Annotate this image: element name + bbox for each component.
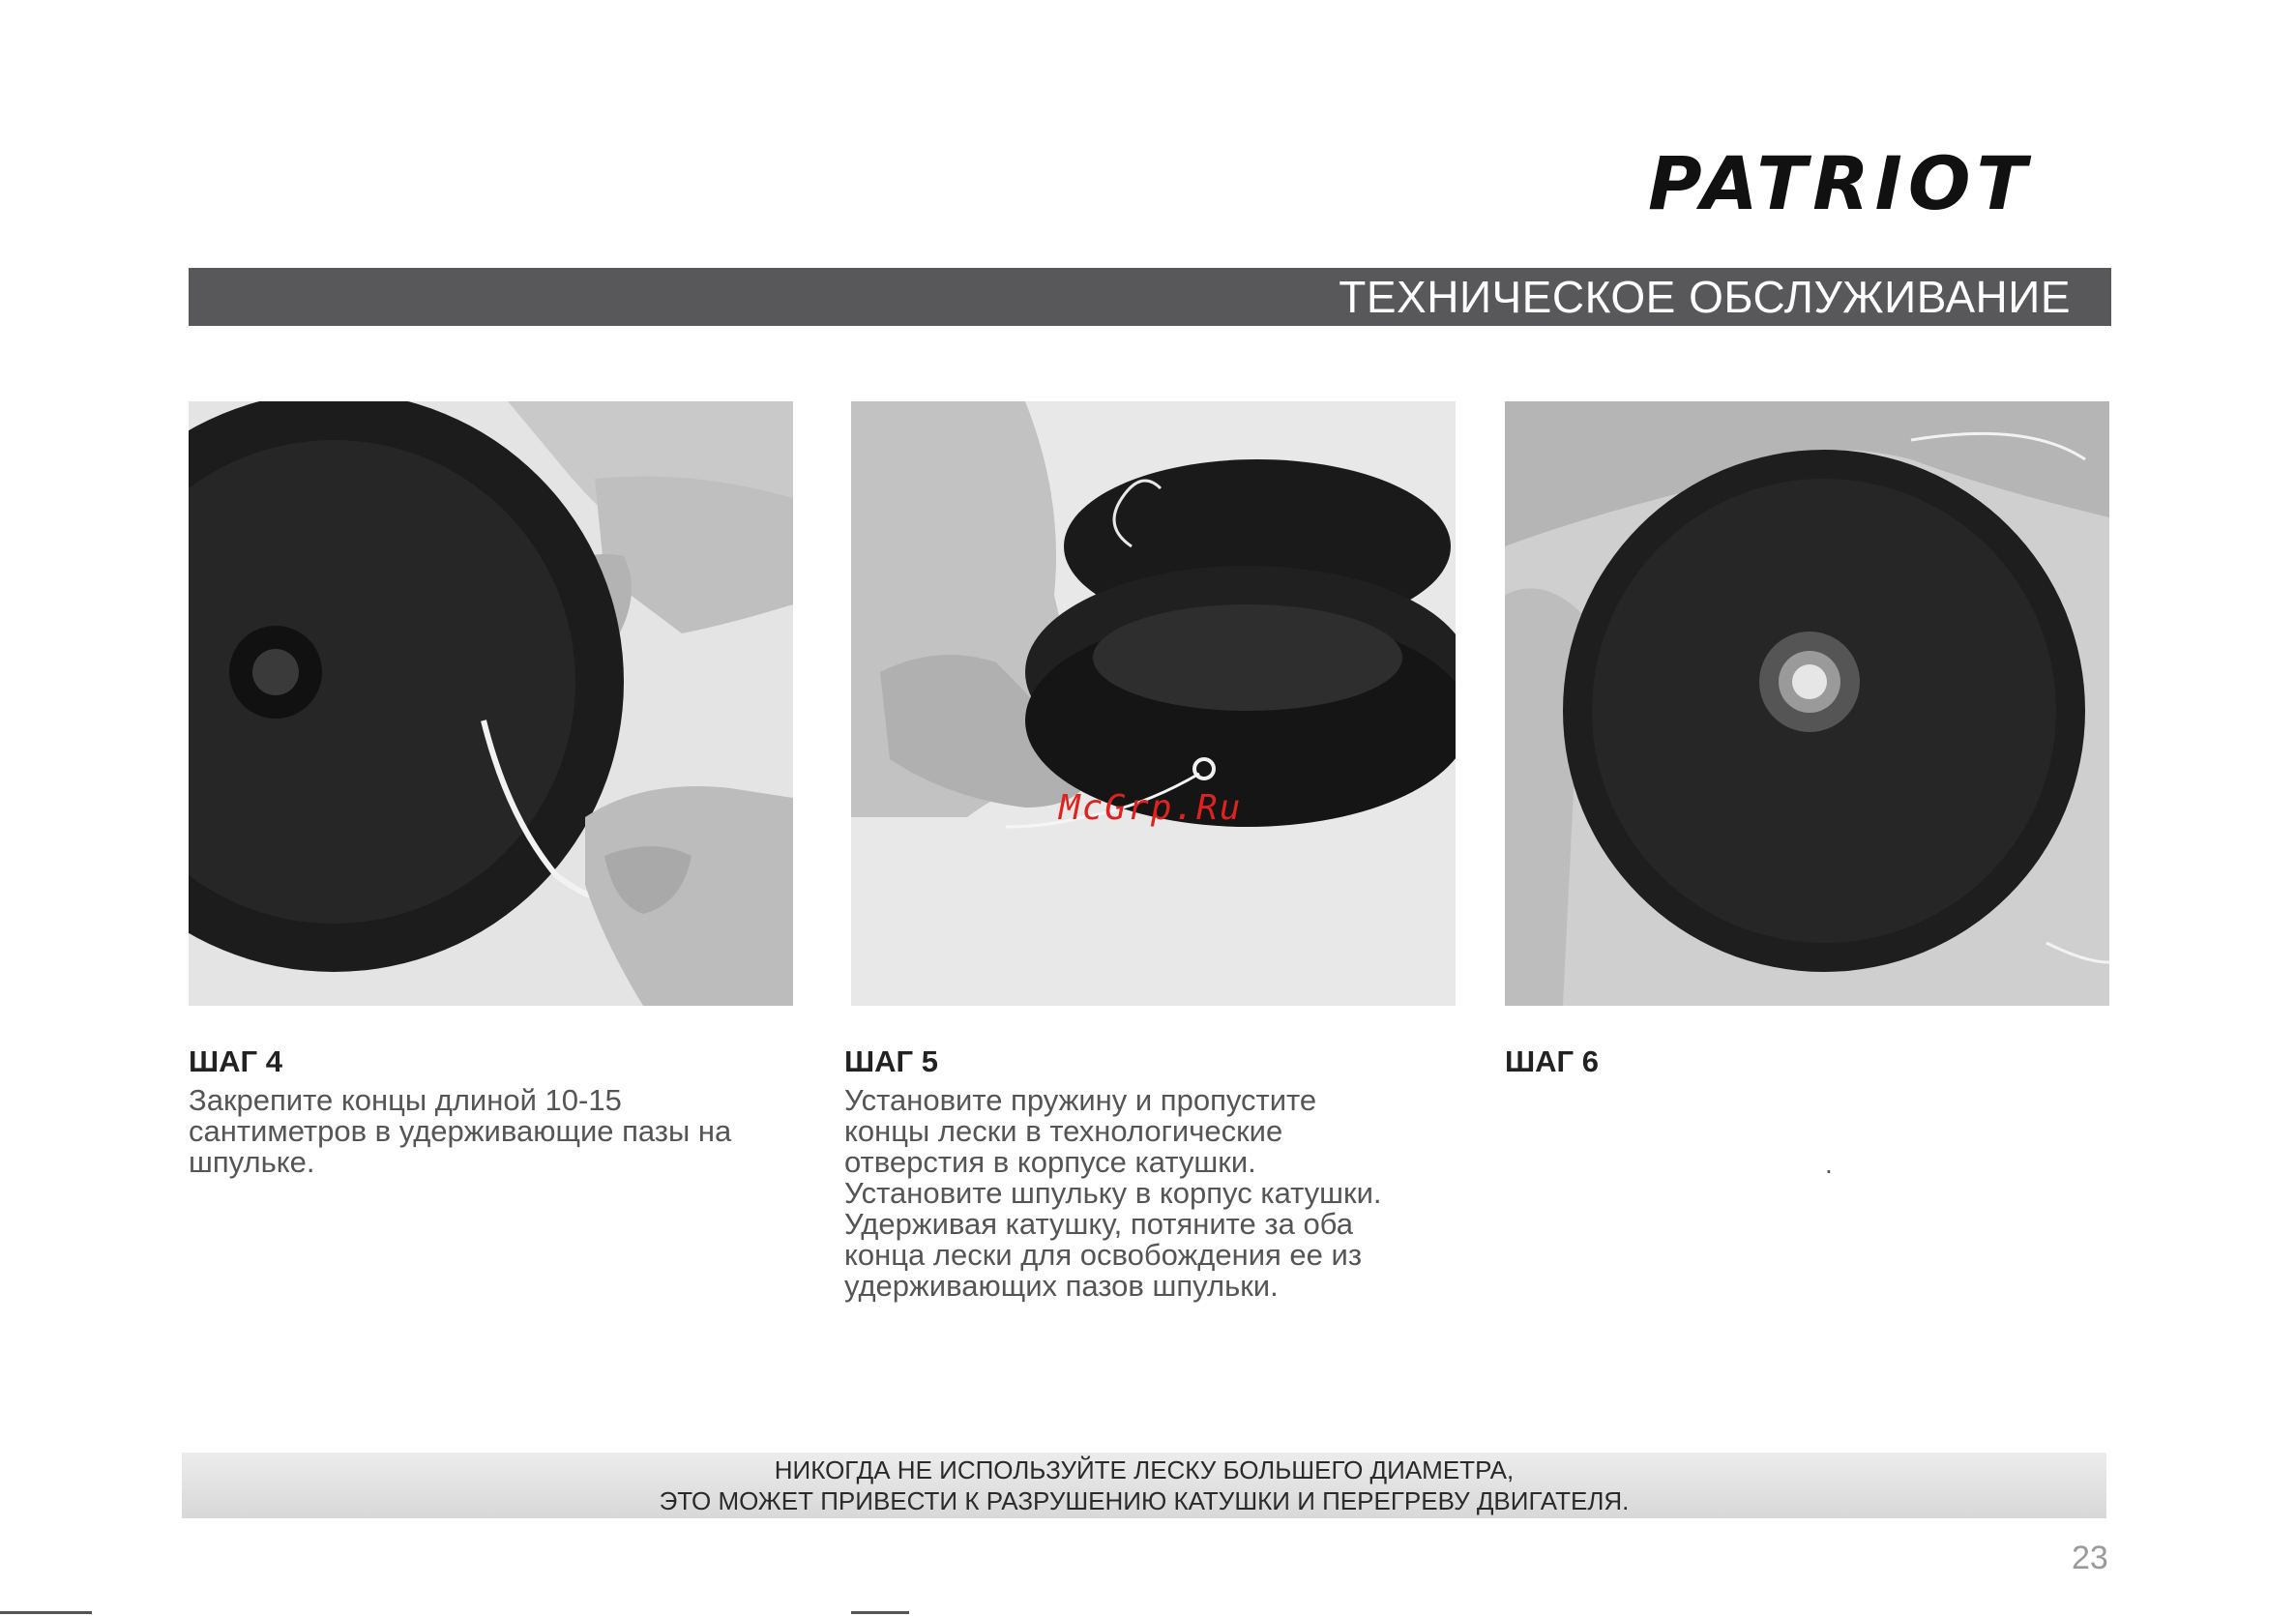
crop-mark-center xyxy=(851,1611,909,1614)
photo-step-6 xyxy=(1505,401,2109,1006)
step-6-title: ШАГ 6 xyxy=(1505,1044,1599,1078)
warning-band xyxy=(182,1453,2106,1518)
crop-mark-left xyxy=(0,1611,92,1614)
photo-step-5 xyxy=(851,401,1456,1006)
step-4-text: Закрепите концы длиной 10-15 сантиметров в удерживающие пазы на шпульке. xyxy=(189,1083,732,1179)
warning-line-2: ЭТО МОЖЕТ ПРИВЕСТИ К РАЗРУШЕНИЮ КАТУШКИ И ПЕРЕГРЕВУ ДВИГАТЕЛЯ. xyxy=(659,1486,1630,1515)
spool-threading-image xyxy=(189,401,793,1006)
stray-dot: . xyxy=(1825,1149,1833,1179)
photo-step-4 xyxy=(189,401,793,1006)
watermark-text: McGrp.Ru xyxy=(1059,788,1243,828)
logo-text: PATRIOT xyxy=(1648,145,2033,222)
spool-housing-image xyxy=(851,401,1456,1006)
patriot-logo xyxy=(1644,145,2041,222)
step-5-title: ШАГ 5 xyxy=(844,1044,938,1078)
step-5-block xyxy=(844,1044,1463,1302)
step-6-block xyxy=(1505,1044,2124,1085)
step-5-text: Установите пружину и пропустите концы лески в технологические отверстия в корпусе катушки. Установите шпульку в корпус катушки. Удерживая катушку, потяните за оба конца лески для освобождения ее из удерживающих пазов шпульки. xyxy=(844,1083,1382,1303)
section-title: ТЕХНИЧЕСКОЕ ОБСЛУЖИВАНИЕ xyxy=(1339,272,2071,322)
page-number: 23 xyxy=(2072,1540,2108,1576)
warning-line-1: НИКОГДА НЕ ИСПОЛЬЗУЙТЕ ЛЕСКУ БОЛЬШЕГО ДИАМЕТРА, xyxy=(774,1455,1515,1484)
assembled-spool-image xyxy=(1505,401,2109,1006)
section-header-band xyxy=(189,268,2111,326)
step-4-title: ШАГ 4 xyxy=(189,1044,282,1078)
step-4-block xyxy=(189,1044,808,1178)
